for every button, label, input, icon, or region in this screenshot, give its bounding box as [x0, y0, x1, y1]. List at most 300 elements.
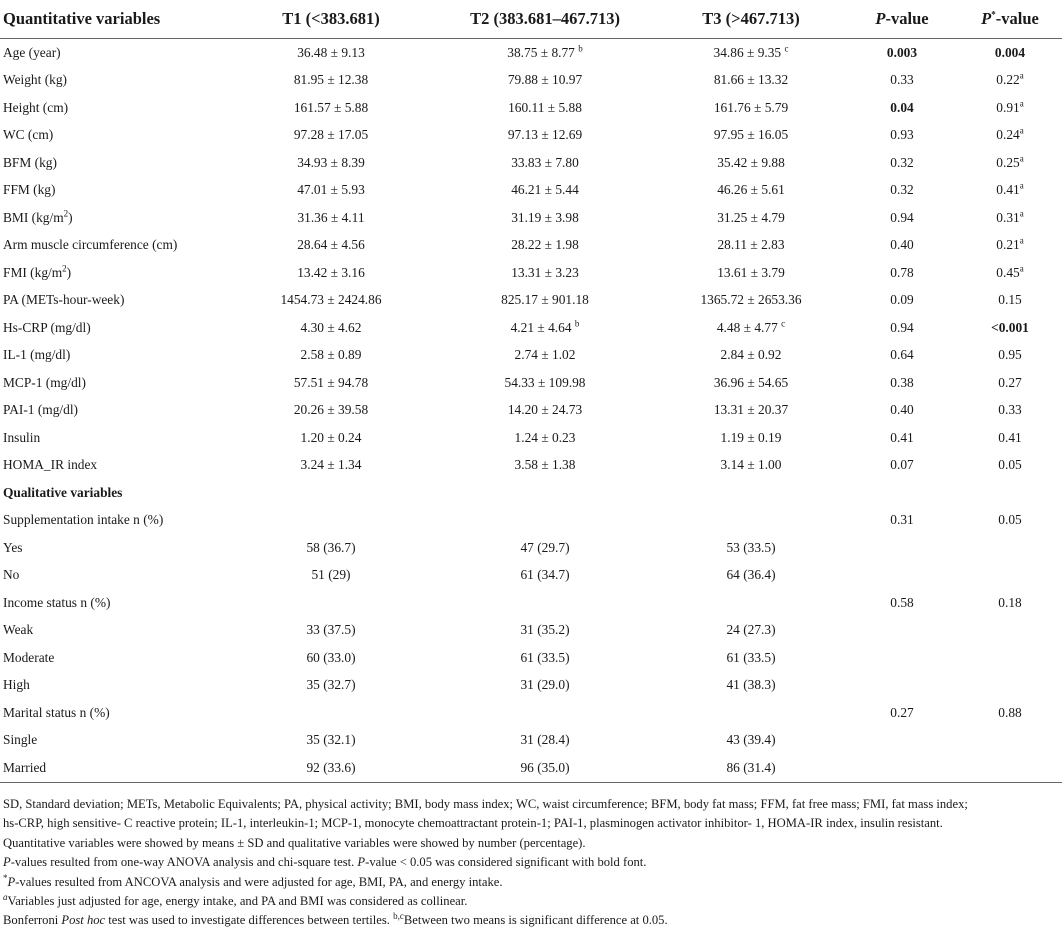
cell-t2	[434, 534, 656, 562]
cell-t1	[228, 369, 434, 397]
cell-t3	[656, 94, 846, 122]
cell-value: 51 (29)	[311, 567, 351, 583]
superscript: c	[781, 318, 786, 329]
cell-value: 1365.72 ± 2653.36	[700, 292, 802, 308]
table-row	[0, 149, 1062, 177]
cell-value: 1.24 ± 0.23	[514, 429, 576, 445]
table-row	[0, 122, 1062, 150]
footnote-bonf-a: Bonferroni	[3, 913, 62, 928]
row-label-text: FMI (kg/m	[3, 264, 63, 280]
cell-value: 3.24 ± 1.34	[300, 457, 362, 473]
cell-t3	[656, 232, 846, 260]
cell-pstar-value	[958, 314, 1062, 342]
table-row	[0, 287, 1062, 315]
cell-t3	[656, 644, 846, 672]
pstar-value: 0.41	[996, 182, 1020, 198]
cell-p-value	[846, 507, 958, 535]
pstar-value: 0.21	[996, 237, 1020, 253]
p-value: 0.32	[890, 154, 914, 170]
cell-t3	[656, 672, 846, 700]
cell-value: 2.84 ± 0.92	[720, 347, 782, 363]
cell-t2	[434, 644, 656, 672]
pstar-value: 0.15	[998, 292, 1022, 308]
cell-pstar-value	[958, 617, 1062, 645]
row-label-text: Marital status n (%)	[3, 704, 110, 720]
cell-pstar-value	[958, 644, 1062, 672]
cell-p-value	[846, 534, 958, 562]
row-label-text: Single	[3, 732, 38, 748]
row-label-text: WC (cm)	[3, 127, 54, 143]
cell-pstar-value	[958, 39, 1062, 67]
p-value: 0.07	[890, 457, 914, 473]
cell-pstar-value	[958, 507, 1062, 535]
pstar-value: 0.05	[998, 457, 1022, 473]
cell-value: 79.88 ± 10.97	[507, 72, 583, 88]
cell-p-value	[846, 259, 958, 287]
table-row	[0, 562, 1062, 590]
p-value: 0.09	[890, 292, 914, 308]
table-row	[0, 232, 1062, 260]
cell-pstar-value	[958, 562, 1062, 590]
row-label	[0, 617, 228, 645]
p-value: 0.27	[890, 704, 914, 720]
cell-value: 1.19 ± 0.19	[720, 429, 782, 445]
row-label-text: BFM (kg)	[3, 154, 57, 170]
cell-value: 34.93 ± 8.39	[297, 154, 365, 170]
row-label-text: Married	[3, 759, 47, 775]
cell-value: 161.76 ± 5.79	[713, 99, 789, 115]
label-superscript: 2	[62, 263, 67, 274]
table-row	[0, 617, 1062, 645]
header-t2: T2 (383.681–467.713)	[434, 0, 656, 39]
pstar-value: 0.18	[998, 594, 1022, 610]
table-row	[0, 342, 1062, 370]
p-value: 0.93	[890, 127, 914, 143]
cell-pstar-value	[958, 177, 1062, 205]
cell-value: 97.28 ± 17.05	[293, 127, 369, 143]
p-value: 0.40	[890, 402, 914, 418]
cell-t3	[656, 562, 846, 590]
cell-value: 35 (32.7)	[306, 677, 356, 693]
cell-t1	[228, 149, 434, 177]
cell-t2	[434, 369, 656, 397]
table-row	[0, 314, 1062, 342]
cell-t1	[228, 534, 434, 562]
cell-p-value	[846, 149, 958, 177]
pstar-value: <0.001	[991, 319, 1029, 335]
cell-t2	[434, 562, 656, 590]
p-value: 0.78	[890, 264, 914, 280]
table-row	[0, 727, 1062, 755]
footnote-a	[3, 892, 1061, 911]
pstar-value: 0.31	[996, 209, 1020, 225]
cell-t3	[656, 507, 846, 535]
superscript: a	[1019, 208, 1024, 219]
cell-p-value	[846, 232, 958, 260]
superscript: a	[1019, 153, 1024, 164]
row-label-text: IL-1 (mg/dl)	[3, 347, 71, 363]
footnote-star-text: -values resulted from ANCOVA analysis and were adjusted for age, BMI, PA, and energy intake.	[15, 874, 503, 889]
row-label-text: Age (year)	[3, 44, 61, 60]
cell-t2	[434, 149, 656, 177]
superscript: a	[1019, 70, 1024, 81]
cell-t2	[434, 589, 656, 617]
cell-t2	[434, 424, 656, 452]
cell-t3	[656, 754, 846, 782]
footnote-p-text-a: -values resulted from one-way ANOVA analysis and chi-square test.	[10, 855, 358, 870]
cell-value: 46.26 ± 5.61	[717, 182, 785, 198]
cell-pstar-value	[958, 534, 1062, 562]
section-heading: Qualitative variables	[3, 484, 123, 500]
cell-value: 13.61 ± 3.79	[717, 264, 785, 280]
cell-value: 13.31 ± 3.23	[511, 264, 579, 280]
row-label	[0, 287, 228, 315]
cell-value: 1.20 ± 0.24	[300, 429, 362, 445]
footnote-a-mark: a	[3, 891, 8, 902]
superscript: a	[1019, 263, 1024, 274]
row-label-text: FFM (kg)	[3, 182, 56, 198]
table-row	[0, 672, 1062, 700]
table-row	[0, 259, 1062, 287]
cell-value: 14.20 ± 24.73	[507, 402, 583, 418]
footnote-p	[3, 853, 1061, 872]
cell-t3	[656, 259, 846, 287]
cell-value: 31.19 ± 3.98	[511, 209, 579, 225]
table-row	[0, 39, 1062, 67]
row-label-tail: )	[68, 209, 73, 225]
row-label-text: Hs-CRP (mg/dl)	[3, 319, 91, 335]
pstar-value: 0.45	[996, 264, 1020, 280]
cell-t3	[656, 424, 846, 452]
cell-t3	[656, 67, 846, 95]
cell-p-value	[846, 562, 958, 590]
cell-t3	[656, 39, 846, 67]
cell-value: 20.26 ± 39.58	[293, 402, 369, 418]
cell-value: 61 (33.5)	[520, 649, 570, 665]
row-label	[0, 699, 228, 727]
cell-value: 161.57 ± 5.88	[293, 99, 369, 115]
cell-t3	[656, 314, 846, 342]
table-row	[0, 754, 1062, 782]
row-label	[0, 672, 228, 700]
cell-pstar-value	[958, 342, 1062, 370]
pstar-value: 0.24	[996, 127, 1020, 143]
header-pstar-rest: -value	[995, 9, 1039, 28]
row-label-text: PA (METs-hour-week)	[3, 292, 125, 308]
superscript: a	[1019, 180, 1024, 191]
p-value: 0.04	[890, 99, 914, 115]
table-row	[0, 397, 1062, 425]
row-label	[0, 94, 228, 122]
cell-value: 53 (33.5)	[726, 539, 776, 555]
header-row	[0, 0, 1062, 39]
row-label-text: Insulin	[3, 429, 41, 445]
cell-p-value	[846, 617, 958, 645]
cell-t2	[434, 94, 656, 122]
superscript: c	[784, 43, 789, 54]
cell-t2	[434, 259, 656, 287]
cell-value: 2.74 ± 1.02	[514, 347, 576, 363]
row-label	[0, 562, 228, 590]
row-label	[0, 259, 228, 287]
cell-t1	[228, 39, 434, 67]
cell-value: 58 (36.7)	[306, 539, 356, 555]
footnote-star	[3, 873, 1061, 892]
cell-value: 46.21 ± 5.44	[511, 182, 579, 198]
footnotes	[3, 795, 1061, 931]
cell-value: 81.66 ± 13.32	[713, 72, 789, 88]
table-row	[0, 177, 1062, 205]
cell-p-value	[846, 699, 958, 727]
row-label-text: Yes	[3, 539, 23, 555]
cell-t1	[228, 314, 434, 342]
cell-t1	[228, 259, 434, 287]
cell-value: 47.01 ± 5.93	[297, 182, 365, 198]
row-label	[0, 369, 228, 397]
cell-value: 13.42 ± 3.16	[297, 264, 365, 280]
p-value: 0.31	[890, 512, 914, 528]
row-label	[0, 67, 228, 95]
footnote-bonferroni	[3, 911, 1061, 930]
row-label-text: High	[3, 677, 30, 693]
cell-value: 41 (38.3)	[726, 677, 776, 693]
footnote-bonf-b: test was used to investigate differences between tertiles.	[105, 913, 394, 928]
cell-t1	[228, 342, 434, 370]
cell-value: 81.95 ± 12.38	[293, 72, 369, 88]
header-variable: Quantitative variables	[0, 0, 228, 39]
footnote-a-text: Variables just adjusted for age, energy intake, and PA and BMI was considered as collinear.	[7, 894, 468, 909]
pstar-value: 0.95	[998, 347, 1022, 363]
footnote-p-letter-2: P	[357, 855, 366, 870]
cell-pstar-value	[958, 424, 1062, 452]
cell-t1	[228, 424, 434, 452]
cell-p-value	[846, 122, 958, 150]
superscript: a	[1019, 125, 1024, 136]
cell-p-value	[846, 424, 958, 452]
row-label-text: Weight (kg)	[3, 72, 67, 88]
cell-p-value	[846, 287, 958, 315]
cell-t2	[434, 122, 656, 150]
p-value: 0.94	[890, 209, 914, 225]
cell-t1	[228, 287, 434, 315]
cell-p-value	[846, 39, 958, 67]
cell-value: 86 (31.4)	[726, 759, 776, 775]
cell-value: 4.48 ± 4.77	[716, 319, 778, 335]
cell-value: 96 (35.0)	[520, 759, 570, 775]
p-value: 0.41	[890, 429, 914, 445]
cell-pstar-value	[958, 672, 1062, 700]
cell-p-value	[846, 314, 958, 342]
superscript: b	[574, 318, 580, 329]
table-row	[0, 589, 1062, 617]
cell-t3	[656, 534, 846, 562]
header-pstar-letter: P	[981, 9, 992, 28]
header-pstar-value	[958, 0, 1062, 39]
cell-t1	[228, 452, 434, 480]
cell-pstar-value	[958, 67, 1062, 95]
cell-t3	[656, 122, 846, 150]
row-label	[0, 589, 228, 617]
cell-p-value	[846, 94, 958, 122]
p-value: 0.64	[890, 347, 914, 363]
row-label	[0, 342, 228, 370]
p-value: 0.32	[890, 182, 914, 198]
header-t1: T1 (<383.681)	[228, 0, 434, 39]
header-t3: T3 (>467.713)	[656, 0, 846, 39]
cell-value: 92 (33.6)	[306, 759, 356, 775]
cell-value: 3.58 ± 1.38	[514, 457, 576, 473]
header-pstar-star: *	[991, 9, 996, 20]
cell-t2	[434, 699, 656, 727]
footnote-abbrev-1: SD, Standard deviation; METs, Metabolic Equivalents; PA, physical activity; BMI, body mass index; WC, waist circumference; BFM, body fat mass; FFM, fat free mass; FMI, fat mass index;	[3, 797, 968, 811]
cell-t2	[434, 287, 656, 315]
p-value: 0.33	[890, 72, 914, 88]
pstar-value: 0.004	[994, 44, 1026, 60]
cell-p-value	[846, 589, 958, 617]
row-label-text: Income status n (%)	[3, 594, 111, 610]
cell-value: 33 (37.5)	[306, 622, 356, 638]
cell-t2	[434, 452, 656, 480]
cell-p-value	[846, 177, 958, 205]
cell-value: 1454.73 ± 2424.86	[280, 292, 382, 308]
row-label-text: Arm muscle circumference (cm)	[3, 237, 178, 253]
cell-t1	[228, 754, 434, 782]
cell-value: 64 (36.4)	[726, 567, 776, 583]
table-row	[0, 534, 1062, 562]
cell-t2	[434, 177, 656, 205]
cell-t3	[656, 177, 846, 205]
cell-t2	[434, 67, 656, 95]
cell-t1	[228, 122, 434, 150]
cell-value: 31 (35.2)	[520, 622, 570, 638]
pstar-value: 0.22	[996, 72, 1020, 88]
cell-t2	[434, 617, 656, 645]
cell-pstar-value	[958, 754, 1062, 782]
cell-value: 35 (32.1)	[306, 732, 356, 748]
table-row	[0, 507, 1062, 535]
cell-value: 160.11 ± 5.88	[508, 99, 582, 115]
cell-value: 43 (39.4)	[726, 732, 776, 748]
cell-t3	[656, 369, 846, 397]
table-row	[0, 369, 1062, 397]
cell-value: 57.51 ± 94.78	[293, 374, 369, 390]
table-row	[0, 644, 1062, 672]
cell-value: 28.22 ± 1.98	[511, 237, 579, 253]
cell-t2	[434, 507, 656, 535]
cell-p-value	[846, 369, 958, 397]
cell-value: 31.25 ± 4.79	[717, 209, 785, 225]
pstar-value: 0.88	[998, 704, 1022, 720]
cell-pstar-value	[958, 259, 1062, 287]
cell-p-value	[846, 397, 958, 425]
p-value: 0.40	[890, 237, 914, 253]
cell-t1	[228, 507, 434, 535]
row-label	[0, 424, 228, 452]
cell-value: 38.75 ± 8.77	[507, 44, 575, 60]
row-label-text: MCP-1 (mg/dl)	[3, 374, 86, 390]
cell-value: 35.42 ± 9.88	[717, 154, 785, 170]
cell-value: 24 (27.3)	[726, 622, 776, 638]
cell-t3	[656, 342, 846, 370]
superscript: b	[578, 43, 583, 54]
cell-t1	[228, 562, 434, 590]
cell-t1	[228, 617, 434, 645]
row-label-text: HOMA_IR index	[3, 457, 98, 473]
footnote-star-mark: *	[3, 872, 8, 883]
cell-t3	[656, 617, 846, 645]
cell-t2	[434, 314, 656, 342]
table-row	[0, 67, 1062, 95]
cell-t3	[656, 149, 846, 177]
cell-p-value	[846, 452, 958, 480]
cell-value: 4.21 ± 4.64	[510, 319, 572, 335]
cell-t3	[656, 699, 846, 727]
cell-pstar-value	[958, 204, 1062, 232]
cell-value: 825.17 ± 901.18	[501, 292, 589, 308]
pstar-value: 0.05	[998, 512, 1022, 528]
row-label	[0, 232, 228, 260]
cell-t1	[228, 177, 434, 205]
cell-p-value	[846, 204, 958, 232]
row-label	[0, 314, 228, 342]
cell-value: 13.31 ± 20.37	[713, 402, 789, 418]
pstar-value: 0.25	[996, 154, 1020, 170]
cell-value: 31 (28.4)	[520, 732, 570, 748]
cell-pstar-value	[958, 727, 1062, 755]
row-label	[0, 452, 228, 480]
row-label	[0, 204, 228, 232]
cell-t1	[228, 67, 434, 95]
table-body	[0, 39, 1062, 783]
cell-t3	[656, 589, 846, 617]
superscript: a	[1019, 98, 1024, 109]
header-p-letter: P	[875, 9, 886, 28]
cell-value: 54.33 ± 109.98	[504, 374, 586, 390]
p-value: 0.003	[886, 44, 918, 60]
pstar-value: 0.41	[998, 429, 1022, 445]
footnote-star-p: P	[7, 874, 16, 889]
p-value: 0.38	[890, 374, 914, 390]
cell-value: 61 (33.5)	[726, 649, 776, 665]
footnote-quant: Quantitative variables were showed by means ± SD and qualitative variables were showed by number (percentage).	[3, 835, 586, 850]
cell-value: 2.58 ± 0.89	[300, 347, 362, 363]
cell-pstar-value	[958, 699, 1062, 727]
row-label-text: Moderate	[3, 649, 55, 665]
header-p-rest: -value	[885, 9, 929, 28]
cell-value: 97.95 ± 16.05	[713, 127, 789, 143]
footnote-p-letter: P	[3, 855, 11, 870]
cell-p-value	[846, 727, 958, 755]
row-label-text: PAI-1 (mg/dl)	[3, 402, 79, 418]
cell-value: 97.13 ± 12.69	[507, 127, 583, 143]
cell-value: 28.11 ± 2.83	[717, 237, 785, 253]
row-label-text: Height (cm)	[3, 99, 69, 115]
pstar-value: 0.91	[996, 99, 1020, 115]
cell-t2	[434, 232, 656, 260]
cell-t1	[228, 644, 434, 672]
row-label-tail: )	[66, 264, 72, 280]
cell-t3	[656, 397, 846, 425]
cell-t1	[228, 232, 434, 260]
cell-t3	[656, 727, 846, 755]
cell-t1	[228, 727, 434, 755]
header-p-value	[846, 0, 958, 39]
row-label-text: Supplementation intake n (%)	[3, 512, 164, 528]
footnote-abbrev-2: hs-CRP, high sensitive- C reactive protein; IL-1, interleukin-1; MCP-1, monocyte chemoattractant protein-1; PAI-1, plasminogen activator inhibitor- 1, HOMA-IR index, insulin resistant.	[3, 816, 943, 831]
cell-value: 36.48 ± 9.13	[297, 44, 365, 60]
cell-value: 61 (34.7)	[520, 567, 570, 583]
cell-pstar-value	[958, 452, 1062, 480]
